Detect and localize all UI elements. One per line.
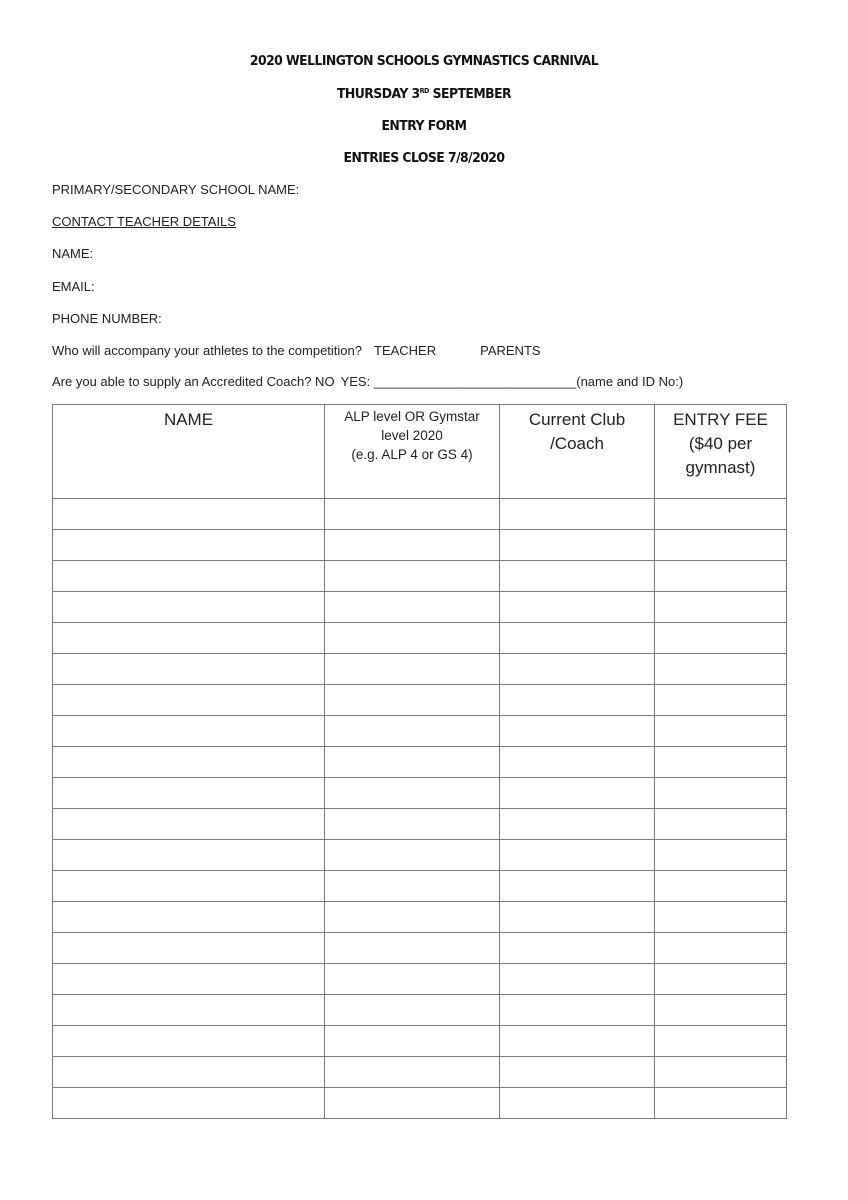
level-cell[interactable] [325,871,500,902]
entry-fee-cell[interactable] [655,995,787,1026]
table-row [53,716,787,747]
event-date-month: SEPTEMBER [428,86,512,102]
column-header-level [325,405,500,499]
level-cell[interactable] [325,964,500,995]
name-cell[interactable] [53,499,325,530]
level-cell[interactable] [325,840,500,871]
name-cell[interactable] [53,592,325,623]
club-cell[interactable] [500,1088,655,1119]
table-row [53,592,787,623]
level-cell[interactable] [325,654,500,685]
entry-fee-cell[interactable] [655,530,787,561]
entry-fee-cell[interactable] [655,499,787,530]
name-cell[interactable] [53,716,325,747]
column-header-entry-fee [655,405,787,499]
accompany-question-text: Who will accompany your athletes to the competition? [52,343,362,358]
name-cell[interactable] [53,530,325,561]
level-cell[interactable] [325,902,500,933]
column-header-club-line: /Coach [550,433,604,453]
table-row [53,1057,787,1088]
entry-fee-cell[interactable] [655,654,787,685]
club-cell[interactable] [500,964,655,995]
level-cell[interactable] [325,716,500,747]
contact-teacher-heading: CONTACT TEACHER DETAILS [52,214,236,229]
teacher-name-label: NAME: [52,246,94,261]
accompany-option-parents: PARENTS [480,343,541,358]
accompany-option-teacher: TEACHER [374,343,437,358]
entry-fee-cell[interactable] [655,1057,787,1088]
entry-fee-cell[interactable] [655,685,787,716]
coach-yes-line: YES: ____________________________(name and ID No:) [340,374,684,389]
table-row [53,654,787,685]
name-cell[interactable] [53,809,325,840]
name-cell[interactable] [53,685,325,716]
name-cell[interactable] [53,561,325,592]
name-cell[interactable] [53,840,325,871]
column-header-fee-line: ($40 per [688,433,753,453]
level-cell[interactable] [325,561,500,592]
event-date [34,86,814,102]
level-cell[interactable] [325,778,500,809]
table-row [53,1026,787,1057]
table-row [53,747,787,778]
entry-fee-cell[interactable] [655,964,787,995]
entry-fee-cell[interactable] [655,1088,787,1119]
column-header-name [53,405,325,499]
entry-fee-cell[interactable] [655,561,787,592]
level-cell[interactable] [325,592,500,623]
level-cell[interactable] [325,1057,500,1088]
table-header-row [53,405,787,499]
column-header-fee-line: ENTRY FEE [673,410,768,429]
entry-fee-cell[interactable] [655,840,787,871]
club-cell[interactable] [500,840,655,871]
coach-question-text: Are you able to supply an Accredited Coach? NO [52,374,335,389]
column-header-club-line: Current Club [528,410,626,429]
entry-fee-cell[interactable] [655,592,787,623]
table-row [53,623,787,654]
event-date-day: THURSDAY 3 [336,86,420,102]
name-cell[interactable] [53,1088,325,1119]
accompany-question [52,343,541,358]
gymnast-entries-table [52,404,787,1119]
name-cell[interactable] [53,623,325,654]
club-cell[interactable] [500,809,655,840]
level-cell[interactable] [325,809,500,840]
club-cell[interactable] [500,933,655,964]
club-cell[interactable] [500,685,655,716]
name-cell[interactable] [53,1057,325,1088]
level-cell[interactable] [325,747,500,778]
name-cell[interactable] [53,778,325,809]
club-cell[interactable] [500,778,655,809]
entry-fee-cell[interactable] [655,716,787,747]
club-cell[interactable] [500,1057,655,1088]
name-cell[interactable] [53,1026,325,1057]
club-cell[interactable] [500,747,655,778]
column-header-fee-line: gymnast) [685,457,756,477]
level-cell[interactable] [325,623,500,654]
club-cell[interactable] [500,499,655,530]
entry-fee-cell[interactable] [655,778,787,809]
column-header-level-line: level 2020 [381,427,443,443]
column-header-level-line: (e.g. ALP 4 or GS 4) [351,446,473,462]
column-header-name-line: NAME [163,410,214,429]
name-cell[interactable] [53,995,325,1026]
table-row [53,561,787,592]
name-cell[interactable] [53,654,325,685]
table-row [53,778,787,809]
level-cell[interactable] [325,1026,500,1057]
level-cell[interactable] [325,933,500,964]
column-header-level-line: ALP level OR Gymstar [344,409,480,424]
table-row [53,933,787,964]
school-name-label: PRIMARY/SECONDARY SCHOOL NAME: [52,182,300,197]
table-row [53,964,787,995]
table-row [53,995,787,1026]
club-cell[interactable] [500,995,655,1026]
coach-question [52,374,683,389]
entry-fee-cell[interactable] [655,1026,787,1057]
event-date-ordinal: RD [419,87,429,95]
table-row [53,685,787,716]
entry-fee-cell[interactable] [655,809,787,840]
level-cell[interactable] [325,685,500,716]
column-header-club [500,405,655,499]
level-cell[interactable] [325,530,500,561]
table-row [53,1088,787,1119]
entry-fee-cell[interactable] [655,902,787,933]
level-cell[interactable] [325,1088,500,1119]
table-row [53,530,787,561]
table-row [53,809,787,840]
form-type: ENTRY FORM [381,118,467,134]
entry-fee-cell[interactable] [655,871,787,902]
name-cell[interactable] [53,747,325,778]
club-cell[interactable] [500,1026,655,1057]
club-cell[interactable] [500,716,655,747]
name-cell[interactable] [53,964,325,995]
entry-fee-cell[interactable] [655,747,787,778]
entries-close-date: ENTRIES CLOSE 7/8/2020 [343,150,505,166]
club-cell[interactable] [500,592,655,623]
entry-rows [53,499,787,1119]
form-title: 2020 WELLINGTON SCHOOLS GYMNASTICS CARNIVAL [249,53,599,69]
level-cell[interactable] [325,995,500,1026]
teacher-phone-label: PHONE NUMBER: [52,311,162,326]
club-cell[interactable] [500,623,655,654]
table-row [53,840,787,871]
table-row [53,499,787,530]
teacher-email-label: EMAIL: [52,279,95,294]
table-row [53,871,787,902]
club-cell[interactable] [500,871,655,902]
club-cell[interactable] [500,561,655,592]
entry-fee-cell[interactable] [655,623,787,654]
table-row [53,902,787,933]
club-cell[interactable] [500,530,655,561]
name-cell[interactable] [53,902,325,933]
name-cell[interactable] [53,871,325,902]
club-cell[interactable] [500,902,655,933]
club-cell[interactable] [500,654,655,685]
entry-fee-cell[interactable] [655,933,787,964]
name-cell[interactable] [53,933,325,964]
level-cell[interactable] [325,499,500,530]
